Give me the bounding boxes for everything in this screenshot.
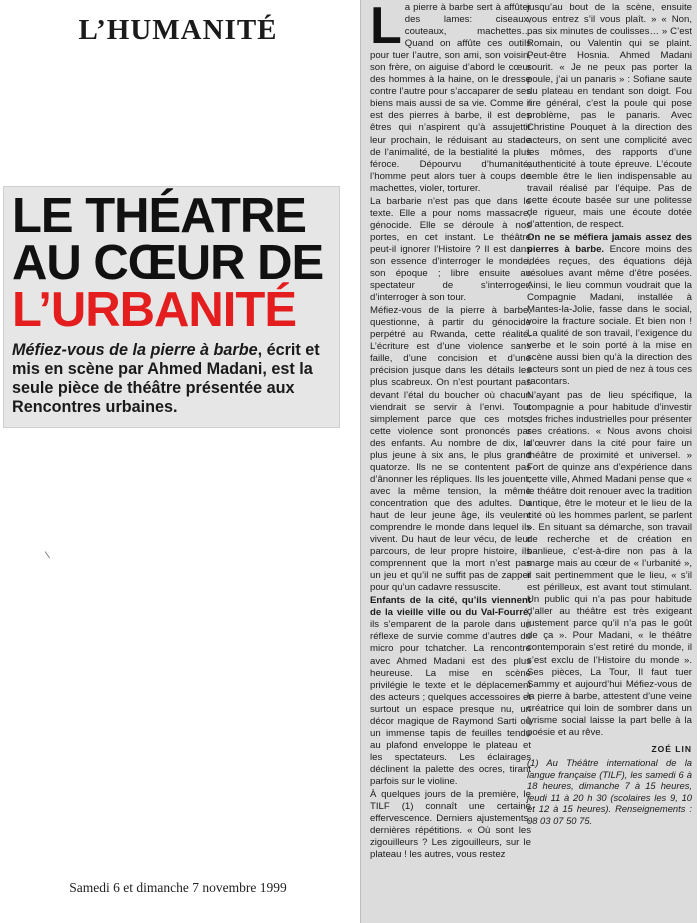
headline-box [3, 186, 340, 428]
article-paragraph [527, 232, 692, 389]
headline-line-2: AU CŒUR DE [12, 236, 324, 290]
scan-artifact [45, 546, 59, 559]
drop-cap: L [370, 0, 402, 55]
footnote: (1) Au Théâtre international de la langue française (TILF), les samedi 6 à 18 heures, dimanche 7 à 15 heures, jeudi 11 à 20 h 30 (scolaires les 9, 10 et 12 à 15 heures). Renseignements : 08 03 07 50 75. [527, 756, 692, 826]
article-paragraph: Méfiez-vous de la pierre à barbe, questionne, à partir du génocide perpétré au Rwanda, cette réalité. L’écriture est d’une violence sans faille, d’une concision et d’une précision jusque dans les détails les plus scabreux. On n’est pourtant pas devant l’étal du boucher où chacun viendrait se servir à l’envi. Tout simplement parce que ces mots, cette violence sont prononcés par des enfants. Au nombre de dix, la plus jeune à six ans, le plus grand quatorze. Ils ne se contentent pas d’ânonner les répliques. Ils les jouent, avec la même tension, la même concentration que des adultes. Du haut de leur jeune âge, ils veulent comprendre le monde dans lequel ils vivent. Du haut de leur vécu, de leur parcours, de leur propre histoire, ils comprennent que la mort n’est pas un jeu et qu’il ne suffit pas de zapper pour qu’un cadavre ressuscite. [370, 305, 531, 594]
article-paragraph: À quelques jours de la première, le TILF (1) connaît une certaine effervescence. Derniers ajustements, dernières répétitions. « Où sont les zigouilleurs ? Les zigouilleurs, sur le plateau ! les autres, vous restez [370, 789, 531, 861]
paragraph-text: Encore moins des idées reçues, des équations déjà résolues avant même d’être posées. Ainsi, le lieu commun voudrait que la Compagnie Madani, installée à Mantes-la-Jolie, fasse dans le social, voire la fracture sociale. Et bien non ! La qualité de son travail, l’exigence du verbe et le soin porté à la mise en scène aussi bien qu’à la direction des acteurs sont un pied de nez à tous ces racontars. [527, 243, 692, 388]
paragraph-text: a pierre à barbe sert à affûter des lames: ciseaux, couteaux, machettes… Quand on affûte ces outils pour tuer l’autre, son ami, son voisin, son frère, on aiguise d’abord le cœur des hommes à la haine, on le dresse contre l’autre pour s’accaparer de ses biens mais aussi de sa vie. Comme il est des pierres à barbe, il est des êtres qui n’aspirent qu’à assujettir leur prochain, le réduisant au stade de l’animalité, de la bestialité la plus féroce. Dépourvu d’humanité, l’homme peut alors tuer à coups de machettes, violer, torturer. [370, 2, 531, 194]
article-column-left [370, 2, 531, 862]
article-paragraph: La barbarie n’est pas que dans le texte. Elle a pour noms massacre, génocide. Elle se déroule à nos portes, en cet instant. Le théâtre peut-il ignorer l’Histoire ? Il est dans son essence d’interroger le monde, son époque ; libre ensuite au spectateur de s’interroger, d’interroger à son tour. [370, 195, 531, 304]
headline-line-1: LE THÉATRE [12, 189, 306, 243]
subhead-lead: Enfants de la cité, qu’ils viennent de la vieille ville ou du Val-Fourré, [370, 595, 531, 619]
article-paragraph [370, 2, 531, 195]
standfirst-text: , écrit et mis en scène par Ahmed Madani, est la seule pièce de théâtre présentée aux Rencontres urbaines. [12, 341, 320, 416]
article-paragraph [370, 595, 531, 788]
author-signature: ZOÉ LIN [651, 743, 692, 754]
article-column-right [527, 2, 692, 826]
article-paragraph: jusqu’au bout de la scène, ensuite vous entrez s’il vous plaît. » « Non, pas six minutes de coulisses… » C’est Romain, ou Valentin qui se plaint. Peut-être Hosnia. Ahmed Madani sourit. « Je ne peux pas porter la poule, j’ai un panaris » : Sofiane saute du plateau en tendant son doigt. Fou rire général, c’est la poule qui pose problème, pas le panaris. Avec Christine Pouquet à la direction des acteurs, on sent une complicité avec les mômes, des rapports d’une authenticité à toute épreuve. L’écoute semble être le lien indispensable au travail réalisé par l’équipe. Pas de cette écoute basée sur une politesse de rigueur, mais une écoute dotée d’attention, de respect. [527, 2, 692, 230]
publication-date: Samedi 6 et dimanche 7 novembre 1999 [69, 880, 287, 895]
newspaper-masthead: L’HUMANITÉ [78, 14, 278, 46]
play-title: Méfiez-vous de la pierre à barbe [12, 341, 258, 359]
article-paragraph: N’ayant pas de lieu spécifique, la compagnie a pour habitude d’investir des friches industrielles pour présenter ses créations. « Nous avons choisi d’œuvrer dans la cité pour faire un théâtre de proximité et universel. » Fort de quinze ans d’expérience dans cette ville, Ahmed Madani pense que « le théâtre doit renouer avec la tradition antique, être le moteur et le lieu de la cité où les hommes parlent, se parlent ». En situant sa démarche, son travail de recherche et de création en banlieue, c’est-à-dire non pas à la marge mais au cœur de « l’urbanité », il sait pertinemment que le lieu, « s’il est périlleux, est avant tout stimulant. Un public qui n’a pas pour habitude d’aller au théâtre est très exigeant justement parce qu’il n’a pas le goût de ça ». Pour Madani, « le théâtre contemporain s’est retiré du monde, il s’est exclu de l’Histoire du monde ». Ses pièces, La Tour, Il faut tuer Sammy et aujourd’hui Méfiez-vous de la pierre à barbe, attestent d’une veine créatrice qui loin de sombrer dans un lyrisme social laisse la part belle à la poésie et au rêve. [527, 389, 692, 738]
subhead-lead: On ne se méfiera jamais assez des pierres à barbe. [527, 231, 692, 255]
standfirst [12, 341, 331, 417]
headline-line-3: L’URBANITÉ [12, 283, 296, 337]
paragraph-text: ils s’emparent de la parole dans un réflexe de survie comme d’autres du micro pour tchatcher. La rencontre avec Ahmed Madani est des plus heureuse. La mise en scène privilégie le texte et le déplacement des acteurs ; quelques accessoires et surtout un espace presque nu, un décor magique de Raymond Sarti où un immense tapis de feuilles tendu au plafond enveloppe le plateau et les spectateurs. Les éclairages déclinent la palette des ocres, tirant parfois sur le violine. [370, 619, 531, 787]
